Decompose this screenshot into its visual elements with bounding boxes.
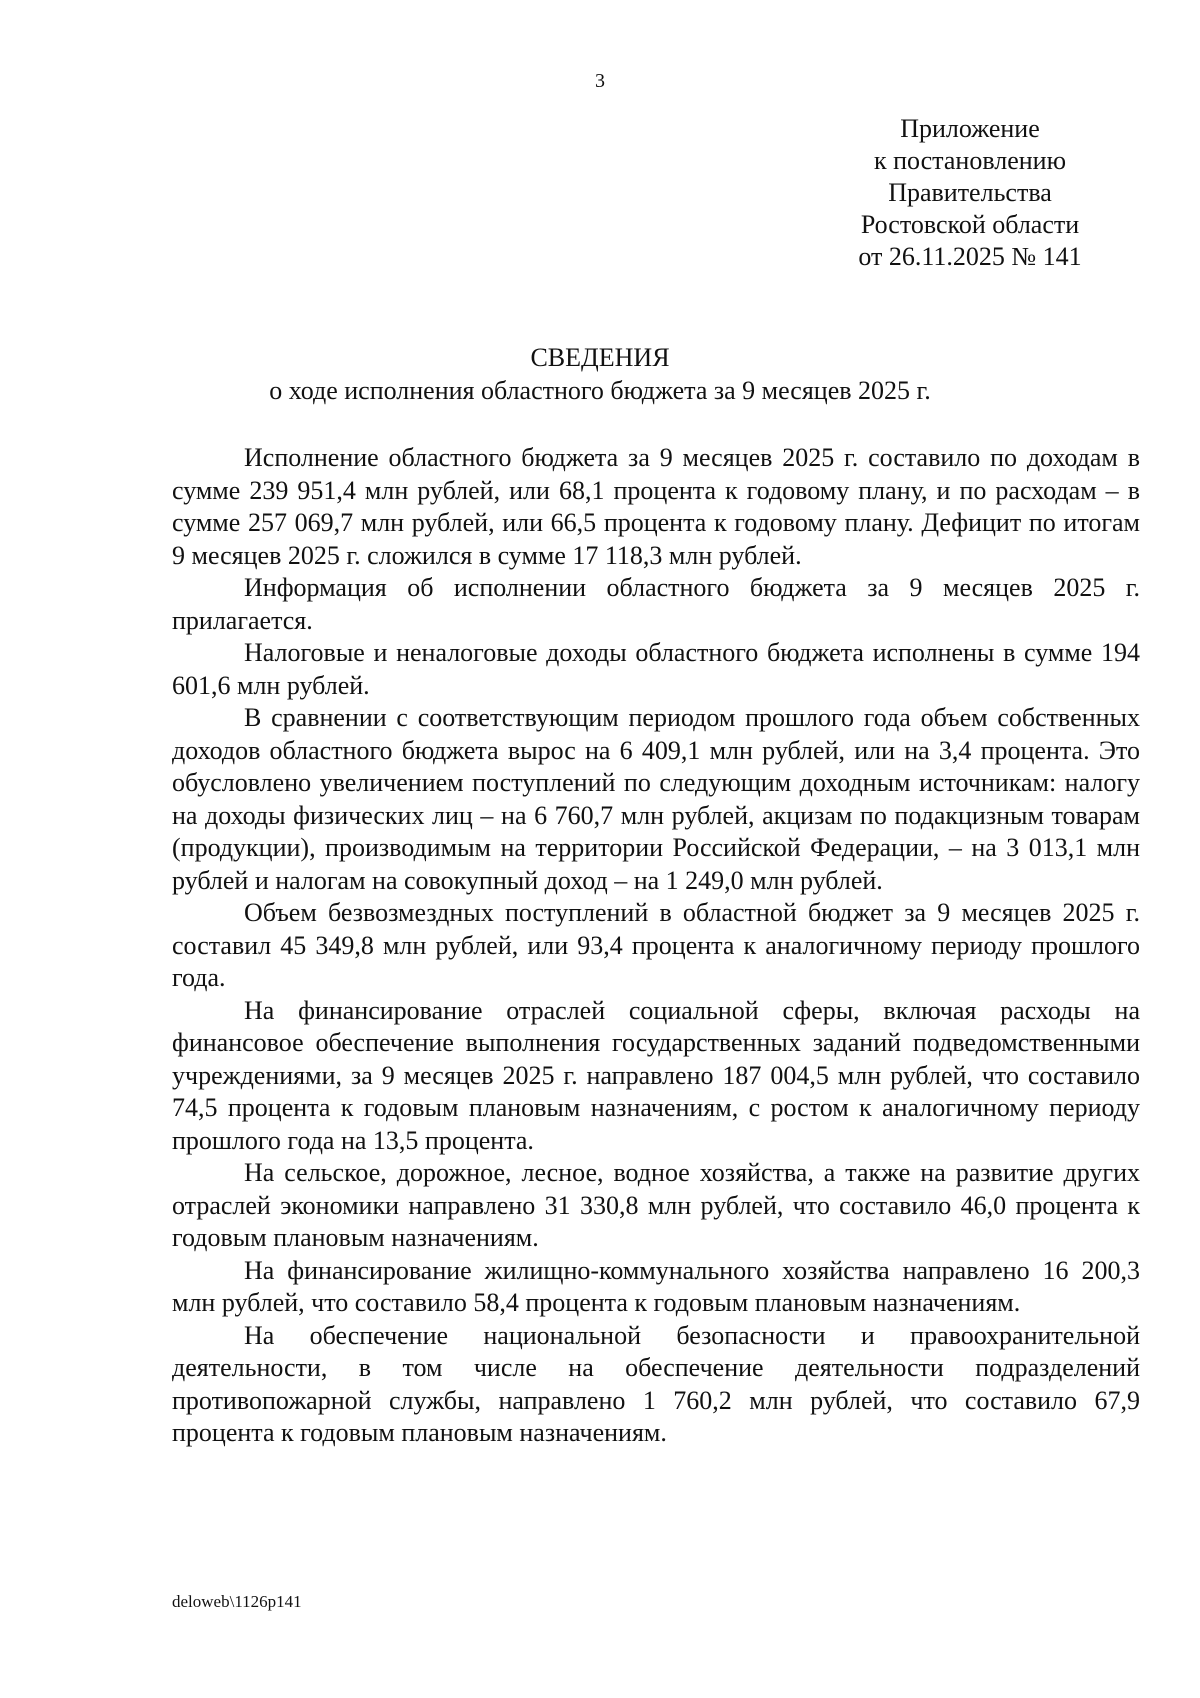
paragraph: Налоговые и неналоговые доходы областного бюджета исполнены в сумме 194 601,6 млн рублей.	[172, 638, 1140, 700]
paragraph: Информация об исполнении областного бюджета за 9 месяцев 2025 г. прилагается.	[172, 573, 1140, 635]
paragraph: Объем безвозмездных поступлений в областной бюджет за 9 месяцев 2025 г. составил 45 349,8 млн рублей, или 93,4 процента к аналогичному периоду прошлого года.	[172, 898, 1140, 992]
appendix-line: Правительства	[888, 178, 1052, 207]
paragraph: Исполнение областного бюджета за 9 месяцев 2025 г. составило по доходам в сумме 239 951,4 млн рублей, или 68,1 процента к годовому плану, и по расходам – в сумме 257 069,7 млн рублей, или 66,5 процента к годовому плану. Дефицит по итогам 9 месяцев 2025 г. сложился в сумме 17 118,3 млн рублей.	[172, 443, 1140, 570]
appendix-line: Ростовской области	[860, 210, 1080, 239]
paragraph: В сравнении с соответствующим периодом прошлого года объем собственных доходов областного бюджета вырос на 6 409,1 млн рублей, или на 3,4 процента. Это обусловлено увеличением поступлений по следующим доходным источникам: налогу на доходы физических лиц – на 6 760,7 млн рублей, акцизам по подакцизным товарам (продукции), производимым на территории Российской Федерации, – на 3 013,1 млн рублей и налогам на совокупный доход – на 1 249,0 млн рублей.	[172, 703, 1140, 895]
appendix-line: к постановлению	[873, 146, 1067, 175]
document-subtitle: о ходе исполнения областного бюджета за 9 месяцев 2025 г.	[269, 376, 931, 405]
paragraph: На обеспечение национальной безопасности и правоохранительной деятельности, в том числе на обеспечение деятельности подразделений противопожарной службы, направлено 1 760,2 млн рублей, что составило 67,9 процента к годовым плановым назначениям.	[172, 1320, 1140, 1447]
appendix-line: от 26.11.2025 № 141	[858, 242, 1082, 271]
appendix-block	[820, 113, 1120, 273]
footer-file-reference: deloweb\1126p141	[172, 1592, 302, 1611]
paragraph: На сельское, дорожное, лесное, водное хозяйства, а также на развитие других отраслей экономики направлено 31 330,8 млн рублей, что составило 46,0 процента к годовым плановым назначениям.	[172, 1158, 1140, 1252]
paragraph: На финансирование жилищно-коммунального хозяйства направлено 16 200,3 млн рублей, что составило 58,4 процента к годовым плановым назначениям.	[172, 1255, 1140, 1317]
document-body	[172, 442, 1140, 1450]
paragraph: На финансирование отраслей социальной сферы, включая расходы на финансовое обеспечение выполнения государственных заданий подведомственными учреждениями, за 9 месяцев 2025 г. направлено 187 004,5 млн рублей, что составило 74,5 процента к годовым плановым назначениям, с ростом к аналогичному периоду прошлого года на 13,5 процента.	[172, 995, 1140, 1155]
document-title: СВЕДЕНИЯ	[530, 343, 670, 372]
appendix-line: Приложение	[900, 114, 1040, 143]
page-number: 3	[595, 70, 605, 92]
